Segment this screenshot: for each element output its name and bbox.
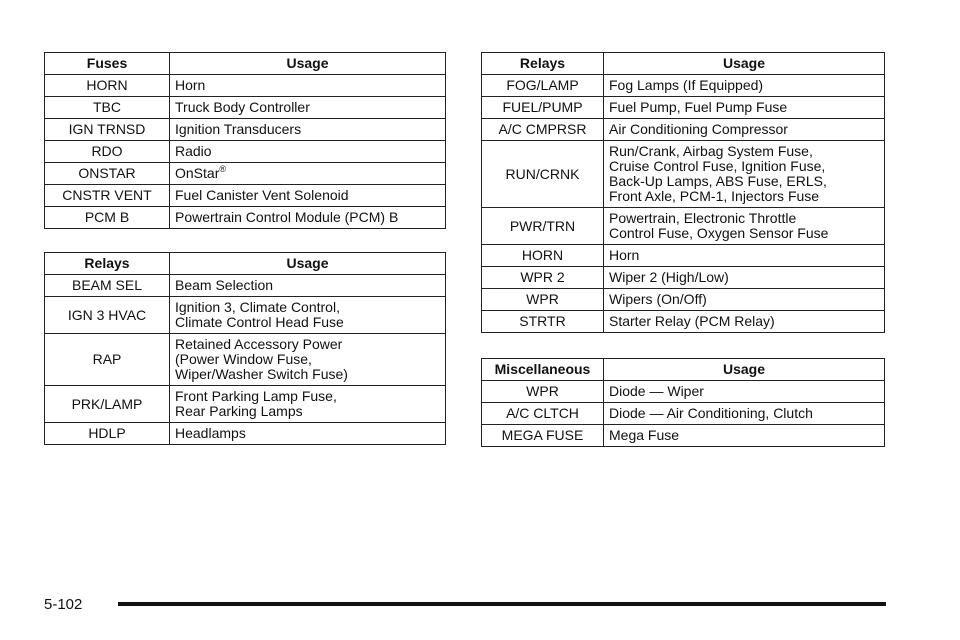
fuse-name: IGN TRNSD xyxy=(45,119,170,141)
column-header-usage: Usage xyxy=(170,53,446,75)
table-row xyxy=(482,97,885,119)
table-row xyxy=(45,423,446,445)
usage-line: Fog Lamps (If Equipped) xyxy=(609,77,764,93)
table-row xyxy=(45,185,446,207)
relay-usage xyxy=(170,275,446,297)
table-row xyxy=(482,245,885,267)
usage-line: Powertrain, Electronic Throttle xyxy=(609,210,797,226)
fuse-name: CNSTR VENT xyxy=(45,185,170,207)
usage-line: Rear Parking Lamps xyxy=(175,403,303,419)
relay-name: STRTR xyxy=(482,311,604,333)
column-header-fuses: Fuses xyxy=(45,53,170,75)
relay-name: WPR xyxy=(482,289,604,311)
relay-usage xyxy=(170,334,446,386)
usage-line: Climate Control Head Fuse xyxy=(175,314,344,330)
relay-usage xyxy=(604,267,885,289)
table-row xyxy=(45,141,446,163)
usage-line: Front Axle, PCM-1, Injectors Fuse xyxy=(609,188,820,204)
misc-usage xyxy=(604,403,885,425)
table-row xyxy=(482,289,885,311)
table-row xyxy=(45,386,446,423)
relay-name: FOG/LAMP xyxy=(482,75,604,97)
table-row xyxy=(482,75,885,97)
usage-line: Wiper 2 (High/Low) xyxy=(609,269,729,285)
usage-line: Front Parking Lamp Fuse, xyxy=(175,388,337,404)
fuse-usage: Truck Body Controller xyxy=(170,97,446,119)
column-header-relays: Relays xyxy=(45,253,170,275)
usage-line: Starter Relay (PCM Relay) xyxy=(609,313,775,329)
usage-line: Control Fuse, Oxygen Sensor Fuse xyxy=(609,225,829,241)
usage-line: Cruise Control Fuse, Ignition Fuse, xyxy=(609,158,826,174)
table-row xyxy=(45,75,446,97)
relays-table-left xyxy=(44,252,446,445)
relay-usage xyxy=(604,141,885,208)
fuse-name: ONSTAR xyxy=(45,163,170,185)
usage-line: Horn xyxy=(609,247,640,263)
column-header-usage: Usage xyxy=(604,53,885,75)
fuse-usage xyxy=(170,163,446,185)
relay-usage xyxy=(604,245,885,267)
fuse-usage: Ignition Transducers xyxy=(170,119,446,141)
usage-line: Fuel Pump, Fuel Pump Fuse xyxy=(609,99,788,115)
relay-name: HORN xyxy=(482,245,604,267)
usage-line: Diode — Air Conditioning, Clutch xyxy=(609,405,813,421)
table-row xyxy=(45,334,446,386)
relay-usage xyxy=(604,119,885,141)
relay-usage xyxy=(604,75,885,97)
usage-line: Mega Fuse xyxy=(609,427,680,443)
relays-table-right xyxy=(481,52,885,333)
fuse-usage-text: OnStar xyxy=(175,165,220,181)
relay-usage xyxy=(170,386,446,423)
relay-usage xyxy=(170,423,446,445)
usage-line: Beam Selection xyxy=(175,277,274,293)
table-row xyxy=(482,119,885,141)
miscellaneous-table xyxy=(481,358,885,447)
registered-trademark-mark: ® xyxy=(219,164,226,174)
usage-line: Back-Up Lamps, ABS Fuse, ERLS, xyxy=(609,173,827,189)
table-row xyxy=(482,267,885,289)
table-row xyxy=(482,141,885,208)
usage-line: Headlamps xyxy=(175,425,246,441)
usage-line: Wipers (On/Off) xyxy=(609,291,707,307)
table-row xyxy=(45,163,446,185)
fuse-name: TBC xyxy=(45,97,170,119)
table-header-row xyxy=(482,53,885,75)
misc-name: WPR xyxy=(482,381,604,403)
page-number: 5-102 xyxy=(44,596,83,613)
relay-name: RUN/CRNK xyxy=(482,141,604,208)
table-row xyxy=(45,207,446,229)
fuses-table xyxy=(44,52,446,229)
table-row xyxy=(482,403,885,425)
relay-name: WPR 2 xyxy=(482,267,604,289)
table-row xyxy=(45,119,446,141)
usage-line: Ignition 3, Climate Control, xyxy=(175,299,340,315)
table-header-row xyxy=(45,253,446,275)
relay-usage xyxy=(170,297,446,334)
column-header-usage: Usage xyxy=(604,359,885,381)
table-header-row xyxy=(482,359,885,381)
fuse-usage: Powertrain Control Module (PCM) B xyxy=(170,207,446,229)
fuse-name: HORN xyxy=(45,75,170,97)
usage-line: Run/Crank, Airbag System Fuse, xyxy=(609,143,813,159)
relay-usage xyxy=(604,97,885,119)
table-header-row xyxy=(45,53,446,75)
table-row xyxy=(45,297,446,334)
column-header-relays: Relays xyxy=(482,53,604,75)
relay-usage xyxy=(604,289,885,311)
column-header-usage: Usage xyxy=(170,253,446,275)
relay-name: HDLP xyxy=(45,423,170,445)
misc-usage xyxy=(604,381,885,403)
relay-name: RAP xyxy=(45,334,170,386)
misc-name: A/C CLTCH xyxy=(482,403,604,425)
misc-name: MEGA FUSE xyxy=(482,425,604,447)
usage-line: (Power Window Fuse, xyxy=(175,351,312,367)
footer-rule xyxy=(118,602,886,606)
relay-name: FUEL/PUMP xyxy=(482,97,604,119)
usage-line: Retained Accessory Power xyxy=(175,336,343,352)
table-row xyxy=(45,275,446,297)
usage-line: Wiper/Washer Switch Fuse) xyxy=(175,366,348,382)
usage-line: Air Conditioning Compressor xyxy=(609,121,788,137)
fuse-usage: Radio xyxy=(170,141,446,163)
relay-usage xyxy=(604,311,885,333)
fuse-usage: Fuel Canister Vent Solenoid xyxy=(170,185,446,207)
fuse-usage: Horn xyxy=(170,75,446,97)
table-row xyxy=(482,208,885,245)
table-row xyxy=(45,97,446,119)
usage-line: Diode — Wiper xyxy=(609,383,704,399)
misc-usage xyxy=(604,425,885,447)
relay-name: BEAM SEL xyxy=(45,275,170,297)
relay-name: PWR/TRN xyxy=(482,208,604,245)
table-row xyxy=(482,381,885,403)
fuse-name: PCM B xyxy=(45,207,170,229)
relay-name: IGN 3 HVAC xyxy=(45,297,170,334)
column-header-miscellaneous: Miscellaneous xyxy=(482,359,604,381)
fuse-name: RDO xyxy=(45,141,170,163)
relay-name: PRK/LAMP xyxy=(45,386,170,423)
table-row xyxy=(482,311,885,333)
relay-usage xyxy=(604,208,885,245)
table-row xyxy=(482,425,885,447)
relay-name: A/C CMPRSR xyxy=(482,119,604,141)
